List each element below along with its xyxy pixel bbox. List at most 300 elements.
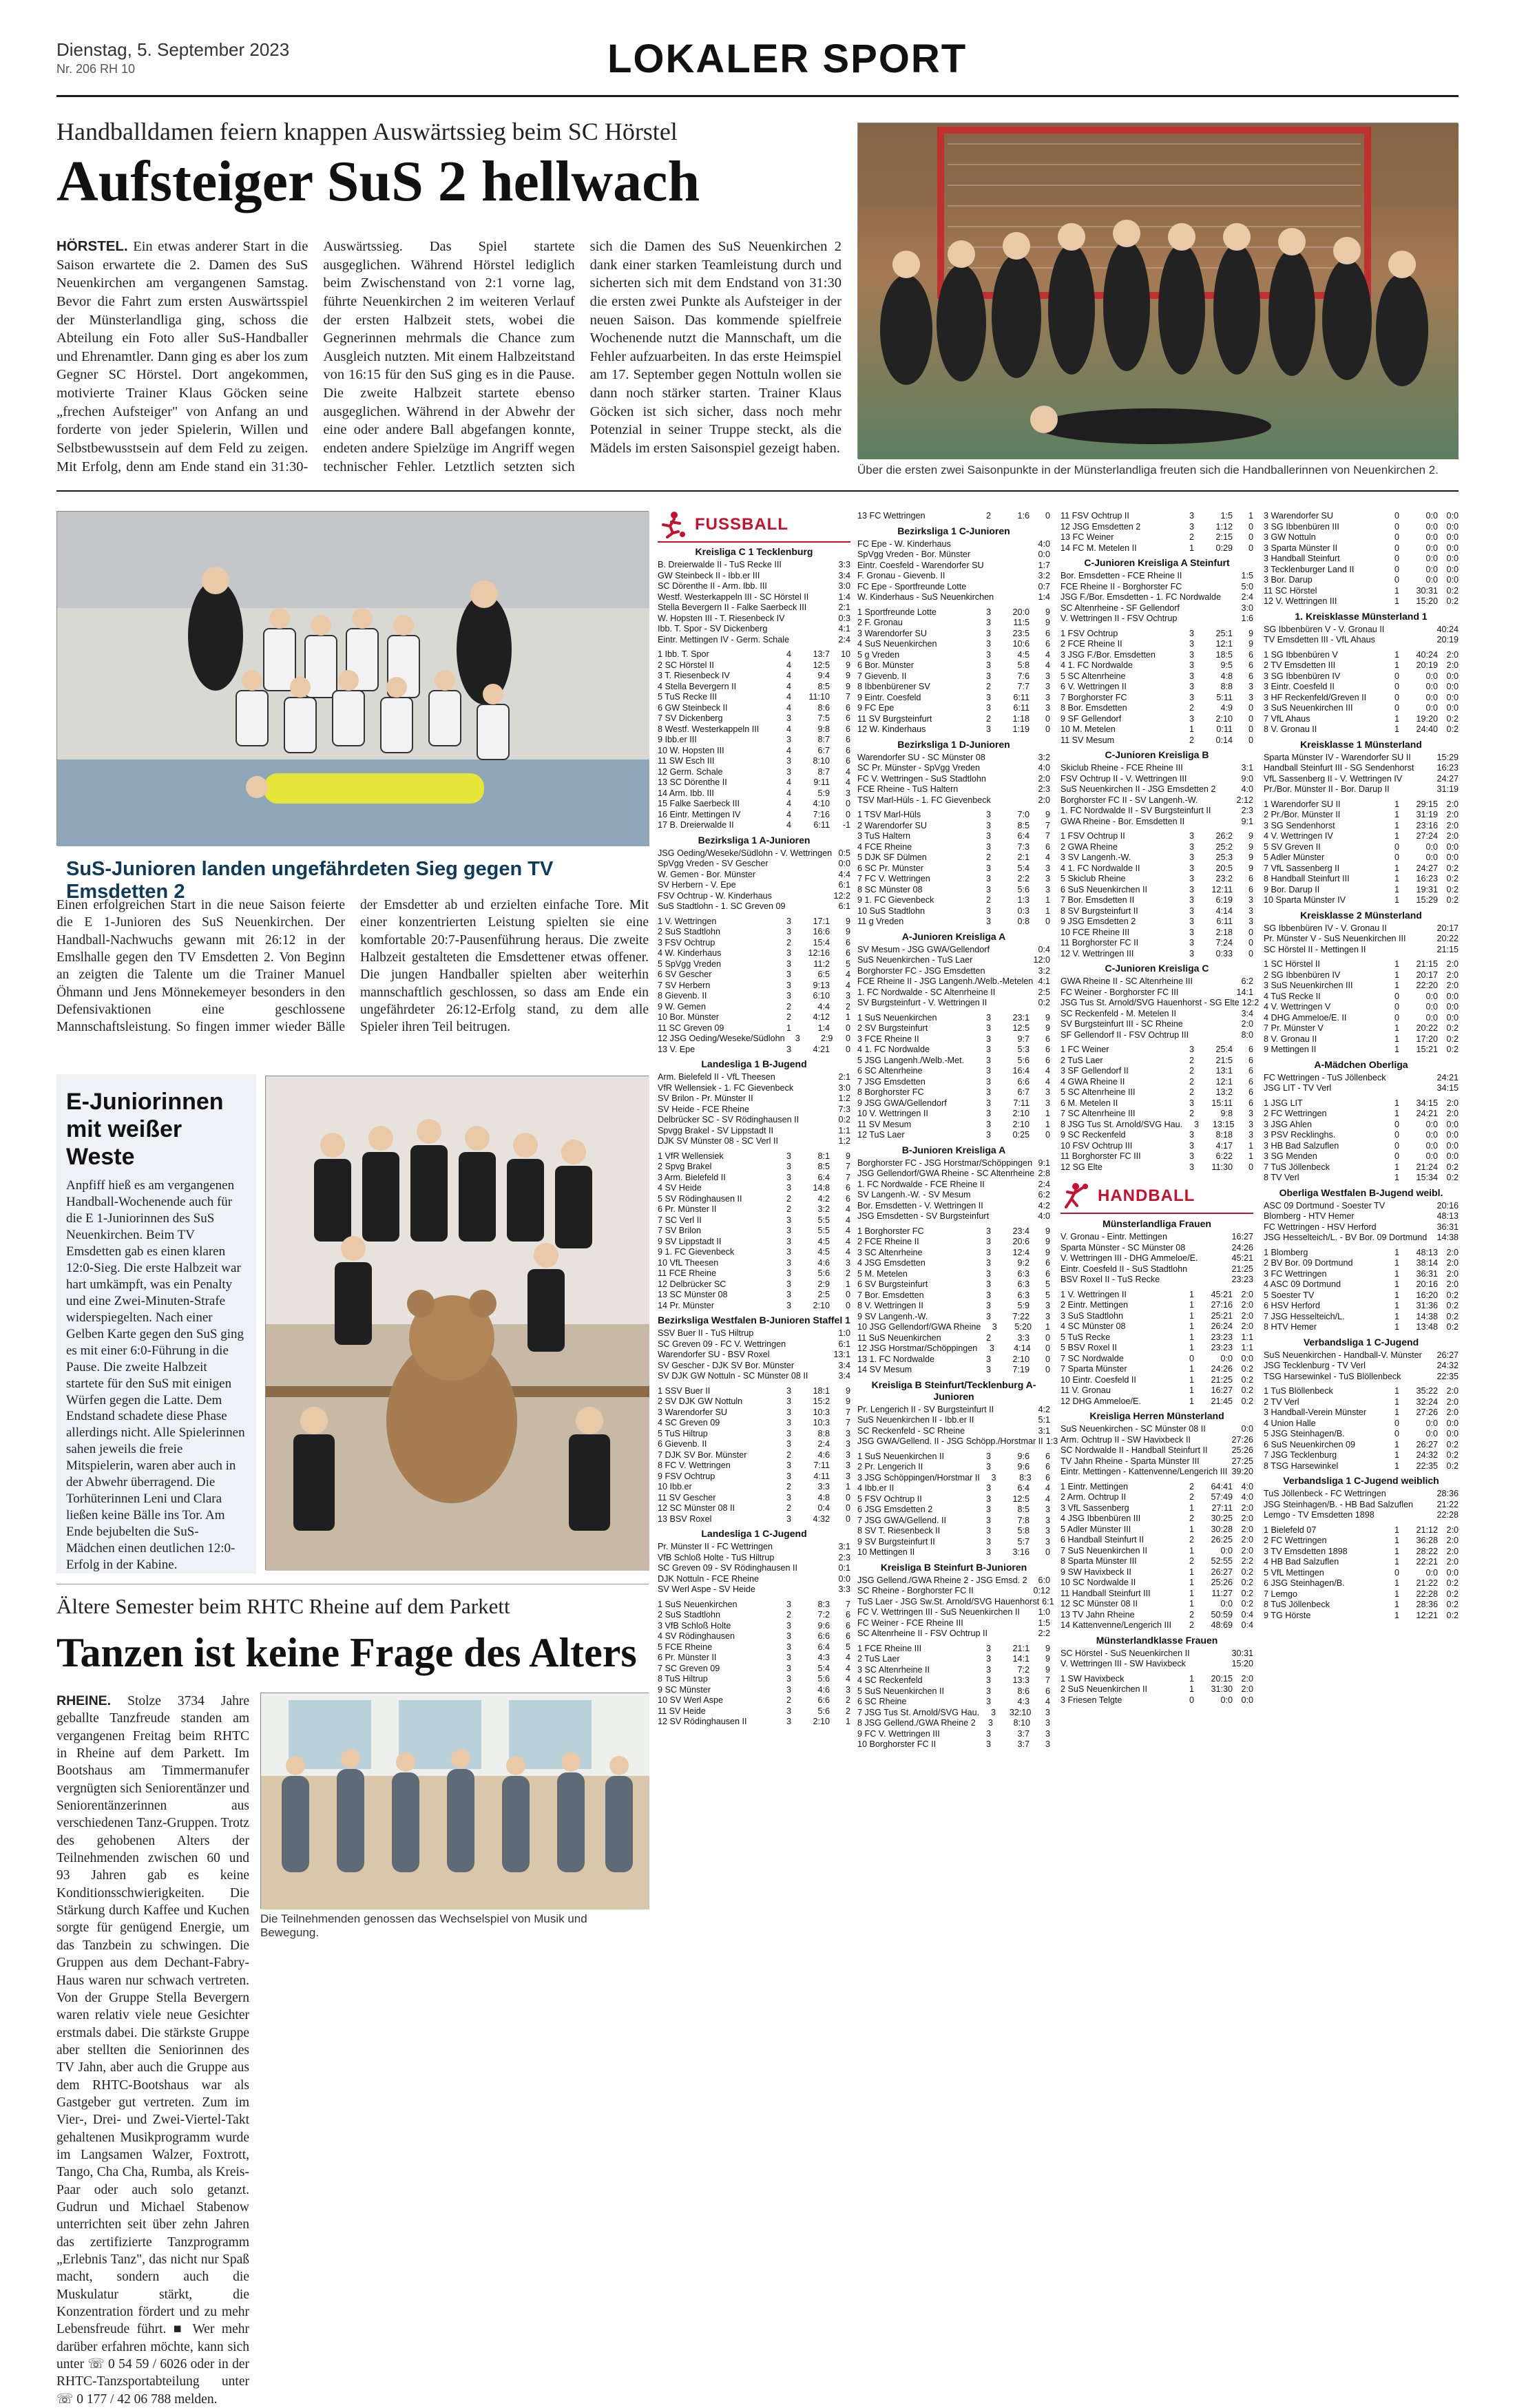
- standings-team: 5 SpVgg Vreden: [658, 959, 721, 969]
- standings-goals: 25:1: [1215, 628, 1233, 638]
- standings-team: 3 SuS Neuenkirchen III: [1264, 981, 1353, 990]
- standings-row: [857, 1483, 1050, 1494]
- standings-games: 1: [1394, 713, 1399, 724]
- standings-games: 1: [1394, 1023, 1399, 1033]
- standings-team: 9 TG Hörste: [1264, 1610, 1311, 1620]
- standings-games: 2: [786, 1503, 791, 1513]
- match-teams: Eintr. Coesfeld - Warendorfer SU: [857, 560, 984, 570]
- standings-games: 4: [786, 692, 791, 702]
- match-result: [1264, 763, 1459, 774]
- match-teams: SuS Neuenkirchen - SC Münster 08 II: [1060, 1424, 1206, 1434]
- standings-row: [1264, 1418, 1459, 1430]
- standings-games: 3: [1189, 884, 1194, 894]
- standings-points: 3: [1045, 1087, 1050, 1097]
- match-score: 5:0: [1241, 581, 1253, 591]
- standings-row: [857, 863, 1050, 875]
- standings-goals: 5:4: [817, 1663, 830, 1673]
- standings-goals: 9:11: [813, 777, 830, 787]
- standings-team: 2 SV Burgsteinfurt: [857, 1023, 928, 1033]
- match-score: 1:1: [838, 1125, 850, 1135]
- standings-points: 0:0: [1446, 991, 1459, 1001]
- standings-goals: 29:15: [1416, 799, 1438, 809]
- standings-games: 3: [985, 1066, 991, 1076]
- standings-points: 0:2: [1241, 1385, 1253, 1395]
- standings-points: 3: [845, 1471, 850, 1481]
- standings-goals: 48:13: [1416, 1247, 1438, 1257]
- standings-goals: 52:55: [1211, 1556, 1233, 1566]
- standings-row: [658, 1674, 850, 1685]
- standings-goals: 1:6: [1017, 511, 1030, 521]
- standings-games: 3: [985, 1247, 991, 1257]
- standings-goals: 1:19: [1012, 724, 1030, 734]
- standings-row: [1060, 511, 1253, 522]
- standings-team: 9 SC Reckenfeld: [1060, 1130, 1126, 1140]
- standings-points: 6: [1248, 1076, 1253, 1087]
- standings-team: 12 SC Münster 08 II: [658, 1503, 735, 1513]
- standings-points: 9: [1045, 810, 1050, 819]
- match-teams: JSG Gellendorf/GWA Rheine - SC Altenrheine: [857, 1169, 1035, 1178]
- standings-team: 5 FCE Rheine: [658, 1642, 713, 1652]
- standings-goals: 12:16: [808, 948, 830, 958]
- standings-team: 4 Stella Bevergern II: [658, 681, 737, 691]
- standings-team: 3 Warendorfer SU: [857, 628, 928, 638]
- standings-team: 3 SG Sendenhorst: [1264, 820, 1335, 830]
- match-score: 6:1: [838, 880, 850, 890]
- standings-points: 3: [1045, 1536, 1050, 1547]
- standings-points: 2: [845, 1268, 850, 1278]
- standings-goals: 50:59: [1211, 1609, 1233, 1620]
- standings-goals: 0:29: [1215, 543, 1233, 553]
- standings-goals: 24:27: [1416, 863, 1438, 873]
- standings-goals: 23:2: [1215, 874, 1233, 883]
- standings-points: 2: [845, 1001, 850, 1012]
- standings-row: [857, 1675, 1050, 1686]
- standings-row: [857, 1258, 1050, 1269]
- standings-games: 3: [988, 1718, 993, 1728]
- standings-goals: 15:20: [1416, 596, 1438, 606]
- standings-team: 8 Bor. Emsdetten: [1060, 703, 1127, 713]
- standings-team: 3 T. Riesenbeck IV: [658, 671, 730, 680]
- standings-team: 2 GWA Rheine: [1060, 841, 1118, 852]
- standings-row: [1060, 938, 1253, 949]
- standings-row: [658, 660, 850, 671]
- standings-row: [1060, 885, 1253, 896]
- standings-team: 11 g Vreden: [857, 917, 904, 926]
- match-teams: BSV Roxel II - TuS Recke: [1060, 1275, 1160, 1284]
- match-teams: SC Nordwalde II - Handball Steinfurt II: [1060, 1445, 1208, 1455]
- match-teams: FC V. Wettringen - SuS Stadtlohn: [857, 773, 986, 784]
- standings-goals: 6:11: [1013, 692, 1030, 702]
- standings-row: [857, 714, 1050, 725]
- standings-points: 6: [1045, 1268, 1050, 1279]
- standings-team: 3 Warendorfer SU: [658, 1407, 728, 1417]
- standings-games: 4: [786, 724, 791, 734]
- standings-team: 11 Borghorster FC III: [1060, 1151, 1141, 1161]
- match-score: 21:25: [1231, 1264, 1253, 1274]
- match-result: [1060, 1659, 1253, 1670]
- standings-games: 2: [1189, 1481, 1194, 1491]
- standings-games: 1: [1394, 1407, 1399, 1417]
- standings-goals: 0:0: [1425, 1140, 1438, 1151]
- article2-photo: [56, 511, 649, 846]
- standings-row: [658, 1600, 850, 1611]
- standings-row: [857, 607, 1050, 618]
- standings-team: 4 SC Greven 09: [658, 1418, 720, 1427]
- standings-goals: 4:6: [817, 1684, 830, 1695]
- match-score: 21:22: [1436, 1499, 1459, 1509]
- standings-goals: 0:0: [1425, 1567, 1438, 1578]
- league-title: C-Junioren Kreisliga C: [1105, 963, 1209, 974]
- standings-points: 0: [1248, 713, 1253, 724]
- match-result: [658, 848, 850, 859]
- standings-games: 0: [1394, 532, 1399, 542]
- standings-goals: 8:5: [817, 681, 830, 691]
- standings-goals: 0:3: [1017, 905, 1030, 916]
- standings-row: [658, 788, 850, 799]
- standings-points: 0:2: [1446, 1311, 1459, 1321]
- match-teams: SV Burgsteinfurt - V. Wettringen II: [857, 998, 988, 1007]
- standings-goals: 8:8: [817, 1428, 830, 1438]
- standings-team: 2 F. Gronau: [857, 618, 903, 627]
- standings-points: 6: [1045, 628, 1050, 638]
- standings-goals: 18:5: [1215, 649, 1233, 660]
- match-result: [1264, 1489, 1459, 1500]
- match-teams: W. Kinderhaus - SuS Neuenkirchen: [857, 592, 994, 602]
- standings-goals: 0:0: [1425, 1119, 1438, 1129]
- standings-row: [658, 970, 850, 981]
- standings-goals: 26:27: [1416, 1439, 1438, 1449]
- standings-games: 3: [1189, 895, 1194, 905]
- standings-points: 0: [845, 809, 850, 819]
- standings-goals: 4:3: [1017, 1697, 1030, 1706]
- standings-team: 14 Kattenvenne/Lengerich III: [1060, 1620, 1172, 1630]
- standings-games: 3: [989, 1343, 994, 1353]
- match-result: [1264, 934, 1459, 945]
- standings-games: 0: [1394, 991, 1399, 1001]
- standings-team: 4 1. FC Nordwalde II: [1060, 863, 1140, 873]
- match-score: 0:5: [838, 848, 850, 858]
- standings-games: 2: [1189, 703, 1194, 713]
- standings-row: [857, 1473, 1050, 1484]
- standings-points: 3: [845, 788, 850, 798]
- standings-goals: 23:23: [1211, 1343, 1233, 1352]
- standings-team: 1 FCE Rheine III: [857, 1643, 922, 1653]
- standings-goals: 5:4: [1017, 863, 1030, 873]
- standings-row: [1264, 1269, 1459, 1280]
- standings-goals: 1:12: [1215, 521, 1233, 532]
- standings-row: [857, 703, 1050, 714]
- standings-team: 1 Warendorfer SU II: [1264, 799, 1341, 809]
- match-result: [1060, 592, 1253, 603]
- match-result: [857, 561, 1050, 572]
- standings-row: [658, 1183, 850, 1194]
- standings-goals: 0:0: [1220, 1545, 1233, 1556]
- league-title: Kreisklasse 1 Münsterland: [1300, 738, 1422, 750]
- standings-team: 10 Ibb.er: [658, 1482, 692, 1491]
- standings-points: 6: [1045, 1686, 1050, 1696]
- standings-goals: 17:1: [813, 916, 830, 926]
- match-teams: W. Gemen - Bor. Münster: [658, 869, 756, 879]
- standings-row: [857, 1494, 1050, 1505]
- standings-goals: 0:0: [1220, 1353, 1233, 1363]
- match-teams: JSG Steinhagen/B. - HB Bad Salzuflen: [1264, 1499, 1414, 1509]
- standings-points: 7: [1045, 831, 1050, 841]
- standings-points: 7: [845, 1407, 850, 1417]
- standings-points: 0: [845, 1300, 850, 1310]
- match-result: [658, 614, 850, 625]
- standings-goals: 23:4: [1012, 1226, 1030, 1236]
- match-result: [658, 859, 850, 870]
- standings-points: 2:0: [1446, 1109, 1459, 1118]
- match-score: 2:3: [1038, 784, 1050, 794]
- standings-goals: 23:16: [1416, 820, 1438, 830]
- section-divider: [56, 490, 1459, 492]
- standings-goals: 30:28: [1211, 1524, 1233, 1534]
- standings-games: 1: [786, 1023, 791, 1033]
- standings-goals: 11:2: [813, 959, 830, 969]
- standings-row: [857, 1269, 1050, 1280]
- match-teams: F. Gronau - Gievenb. II: [857, 571, 945, 580]
- match-score: 7:3: [838, 1104, 850, 1114]
- standings-points: 2:0: [1241, 1310, 1253, 1321]
- standings-goals: 22:35: [1416, 1460, 1438, 1471]
- match-score: 24:32: [1436, 1361, 1459, 1370]
- standings-goals: 10:3: [813, 1407, 830, 1417]
- standings-team: 10 Mettingen II: [857, 1547, 915, 1557]
- standings-row: [1264, 671, 1459, 682]
- standings-team: 3 FCE Rheine II: [857, 1034, 919, 1044]
- standings-team: 7 JSG GWA/Gellend. II: [857, 1515, 947, 1525]
- standings-row: [658, 820, 850, 831]
- standings-goals: 4:11: [813, 1471, 830, 1481]
- standings-games: 1: [1189, 1364, 1194, 1374]
- standings-games: 2: [786, 1449, 791, 1460]
- standings-games: 0: [1394, 543, 1399, 553]
- match-result: [857, 1415, 1050, 1426]
- standings-games: 0: [1394, 703, 1399, 713]
- standings-team: 2 TV Verl: [1264, 1396, 1299, 1407]
- standings-row: [1264, 842, 1459, 853]
- league-title: A-Mädchen Oberliga: [1314, 1058, 1408, 1070]
- league-title: Verbandsliga 1 C-Jugend weiblich: [1283, 1475, 1439, 1486]
- match-score: 23:23: [1231, 1275, 1253, 1284]
- standings-row: [1264, 1098, 1459, 1109]
- standings-row: [1060, 1620, 1253, 1631]
- standings-row: [1060, 928, 1253, 939]
- match-score: 3:1: [838, 1542, 850, 1551]
- standings-points: 1: [1248, 511, 1253, 521]
- standings-points: 9: [845, 1396, 850, 1406]
- standings-goals: 5:6: [1017, 1055, 1030, 1065]
- match-teams: Borghorster FC - JSG Horstmar/Schöppingen: [857, 1158, 1033, 1168]
- match-score: 3:1: [1241, 763, 1253, 773]
- standings-row: [658, 703, 850, 714]
- match-result: [658, 1584, 850, 1595]
- match-result: [1060, 998, 1260, 1009]
- standings-team: 13 1. FC Nordwalde: [857, 1354, 934, 1364]
- standings-team: 6 SC Altenrheine: [857, 1066, 923, 1076]
- match-result: [1264, 1073, 1459, 1084]
- match-teams: SC Greven 09 - SV Rödinghausen II: [658, 1563, 798, 1573]
- standings-team: 11 FCE Rheine: [658, 1268, 717, 1278]
- standings-goals: 11:10: [808, 692, 830, 702]
- standings-points: 2:0: [1446, 1386, 1459, 1396]
- standings-row: [1060, 1321, 1253, 1332]
- standings-team: 9 SW Havixbeck II: [1060, 1567, 1131, 1577]
- standings-row: [857, 1312, 1050, 1323]
- standings-points: 4: [1045, 660, 1050, 670]
- match-score: 20:16: [1436, 1200, 1459, 1211]
- standings-row: [1060, 1556, 1253, 1567]
- standings-goals: 8:5: [1017, 820, 1030, 830]
- standings-games: 1: [1394, 1589, 1399, 1599]
- standings-team: 8 Borghorster FC: [857, 1087, 924, 1097]
- match-teams: SG Ibbenbüren V - V. Gronau II: [1264, 624, 1385, 634]
- standings-goals: 21:45: [1211, 1396, 1233, 1406]
- standings-row: [658, 1247, 850, 1258]
- standings-goals: 4:21: [813, 1044, 830, 1054]
- standings-goals: 7:6: [1017, 671, 1030, 681]
- standings-points: 3: [845, 991, 850, 1001]
- standings-games: 2: [786, 1695, 791, 1705]
- match-score: 6:2: [1038, 1190, 1050, 1200]
- article4-headline: Tanzen ist keine Frage des Alters: [56, 1630, 637, 1675]
- match-result: [857, 582, 1050, 593]
- standings-goals: 5:9: [1017, 1301, 1030, 1310]
- standings-points: 0: [1045, 1354, 1050, 1364]
- standings-row: [1060, 1375, 1253, 1386]
- match-teams: Skiclub Rheine - FCE Rheine III: [1060, 763, 1183, 773]
- standings-row: [1060, 1290, 1253, 1301]
- dance-photo-image: [261, 1693, 649, 1909]
- standings-row: [1060, 1503, 1253, 1514]
- standings-team: 6 M. Metelen II: [1060, 1098, 1118, 1108]
- standings-points: 2:0: [1446, 1407, 1459, 1417]
- match-result: [658, 571, 850, 582]
- standings-team: 6 Handball Steinfurt II: [1060, 1535, 1145, 1545]
- match-teams: Eintr. Mettingen IV - Germ. Schale: [658, 634, 790, 645]
- standings-row: [857, 724, 1050, 735]
- standings-points: 0:0: [1446, 1418, 1459, 1428]
- standings-row: [1264, 810, 1459, 821]
- standings-games: 0: [1394, 682, 1399, 691]
- match-score: 24:26: [1231, 1242, 1253, 1253]
- article4-text: Stolze 3734 Jahre geballte Tanzfreude standen am vergangenen Freitag beim RHTC in Rheine auf dem Parkett. Im Bootshaus am Timmermanufer vergnügten sich Seniorentänzer und Seniorentänzerinnen aus verschiedenen Tanz-Gruppen. Trotz des gehobenen Alters der Teilnehmenden zwischen 60 und 93 Jahren gab es keine Konditionsschwierigkeiten. Die Stärkung durch Kaffee und Kuchen sorgte für genügend Energie, um das Tanzbein zu schwingen. Die Gruppen aus dem Dechant-Fabry-Haus waren nur schwach vertreten. Von der Gruppe Stella Bevergern waren relativ viele neue Gesichter erstmals dabei. Die stärkste Gruppe aber stellten die Seniorinnen des TV Jahn, aber auch die Gruppe aus dem RHTC-Bootshaus war als Gastgeber gut vertreten. Zum im Vier-, Drei- und Zwei-Viertel-Takt gehaltenen Musikprogramm wurde im Langsamen Walzer, Foxtrott, Tango, Cha Cha, Rumba, als Kreis-Paar oder auch solo getanzt. Gudrun und Michael Stabenow unterrichten seit über zehn Jahren das zertifizierte Tanzprogramm „Erlebnis Tanz", das nicht nur Spaß macht, sondern auch die Muskulatur stärkt, die Konzentration fördert und zu mehr Lebensfreude führt. ■ Wer mehr darüber erfahren möchte, kann sich unter ☏ 0 54 59 / 6026 oder in der RHTC-Tanzsportabteilung unter ☏ 0 177 / 42 06 788 melden.: [56, 1694, 249, 2407]
- standings-team: 1 Blomberg: [1264, 1247, 1308, 1257]
- standings-games: 3: [786, 1385, 791, 1396]
- standings-goals: 21:5: [1215, 1055, 1233, 1065]
- standings-games: 3: [985, 1301, 991, 1310]
- standings-goals: 8:10: [1013, 1718, 1030, 1728]
- standings-points: 3: [1248, 1130, 1253, 1140]
- standings-team: 3 SuS Neuenkirchen III: [1264, 703, 1353, 713]
- standings-points: 3: [1045, 703, 1050, 713]
- match-teams: SC Hörstel II - Mettingen II: [1264, 944, 1366, 954]
- league-group: [857, 511, 1050, 522]
- article3-headline: E-Juniorinnen mit weißer Weste: [66, 1089, 224, 1171]
- match-score: 2:5: [1038, 987, 1050, 997]
- standings-row: [1264, 1450, 1459, 1461]
- standings-games: 3: [985, 1055, 991, 1065]
- standings-team: 9 1. FC Gievenbeck: [658, 1247, 735, 1257]
- match-teams: JSG Gellend./GWA Rheine 2 - JSG Emsd. 2: [857, 1575, 1027, 1585]
- league-group: [1264, 511, 1459, 607]
- standings-games: 3: [1189, 863, 1194, 873]
- standings-goals: 6:4: [1017, 831, 1030, 841]
- standings-team: 9 SV Burgsteinfurt II: [857, 1536, 935, 1547]
- match-result: [658, 870, 850, 881]
- standings-team: 3 HF Reckenfeld/Greven II: [1264, 692, 1367, 702]
- standings-games: 4: [786, 820, 791, 830]
- standings-team: 2 SG Ibbenbüren IV: [1264, 970, 1341, 980]
- standings-points: 0:0: [1446, 682, 1459, 691]
- standings-goals: 0:33: [1215, 948, 1233, 959]
- standings-points: 4: [845, 970, 850, 979]
- standings-points: 1: [845, 1012, 850, 1022]
- standings-row: [1264, 1013, 1459, 1024]
- standings-games: 0: [1394, 1130, 1399, 1140]
- match-score: 16:27: [1231, 1232, 1253, 1242]
- standings-team: 2 FCE Rheine II: [1060, 639, 1122, 649]
- standings-team: 10 SC Nordwalde II: [1060, 1578, 1136, 1587]
- league-group: [1060, 1410, 1253, 1631]
- standings-team: 7 JSG Emsdetten: [857, 1076, 926, 1087]
- standings-team: 3 VfB Schloß Holte: [658, 1620, 731, 1631]
- soccer-player-icon: [658, 511, 688, 538]
- standings-goals: 20:16: [1416, 1279, 1438, 1289]
- standings-games: 1: [1394, 1301, 1399, 1310]
- match-teams: SC Reckenfeld - M. Metelen II: [1060, 1008, 1176, 1018]
- standings-games: 3: [1189, 1098, 1194, 1108]
- standings-goals: 9:5: [1220, 660, 1233, 670]
- standings-row: [1060, 660, 1253, 671]
- standings-points: 4: [1045, 1697, 1050, 1706]
- match-teams: JSG Tecklenburg - TV Verl: [1264, 1361, 1366, 1370]
- standings-points: 6: [845, 1183, 850, 1193]
- standings-points: 1: [1045, 905, 1050, 916]
- stats-col1-groups: [658, 546, 850, 1728]
- standings-row: [658, 927, 850, 938]
- standings-row: [1264, 1611, 1459, 1622]
- match-teams: SV Mesum - JSG GWA/Gellendorf: [857, 944, 990, 954]
- standings-row: [857, 1237, 1050, 1248]
- standings-row: [1264, 981, 1459, 992]
- standings-team: 9 Mettingen II: [1264, 1045, 1317, 1054]
- standings-row: [1060, 1364, 1253, 1375]
- standings-games: 3: [985, 820, 991, 830]
- standings-team: 8 Gievenb. II: [658, 991, 707, 1001]
- handball-logo: [1060, 1182, 1253, 1214]
- match-teams: Arm. Ochtrup II - SW Havixbeck II: [1060, 1434, 1191, 1445]
- standings-games: 1: [1394, 863, 1399, 873]
- standings-games: 3: [985, 1462, 991, 1472]
- standings-team: 4 Ibb.er II: [857, 1483, 895, 1493]
- standings-row: [658, 1204, 850, 1215]
- standings-row: [658, 671, 850, 682]
- standings-points: 0:2: [1241, 1396, 1253, 1406]
- match-score: 34:15: [1436, 1083, 1459, 1093]
- league-title: Kreisliga B Steinfurt/Tecklenburg A-Junioren: [871, 1379, 1036, 1402]
- match-teams: SpVgg Vreden - Bor. Münster: [857, 549, 971, 559]
- standings-row: [857, 1686, 1050, 1697]
- match-result: [1060, 1030, 1253, 1041]
- standings-games: 0: [1394, 564, 1399, 574]
- match-score: 4:0: [1038, 538, 1050, 549]
- standings-games: 3: [786, 1439, 791, 1449]
- standings-row: [857, 821, 1050, 832]
- standings-points: 0:2: [1241, 1567, 1253, 1577]
- standings-team: 9 W. Gemen: [658, 1001, 706, 1012]
